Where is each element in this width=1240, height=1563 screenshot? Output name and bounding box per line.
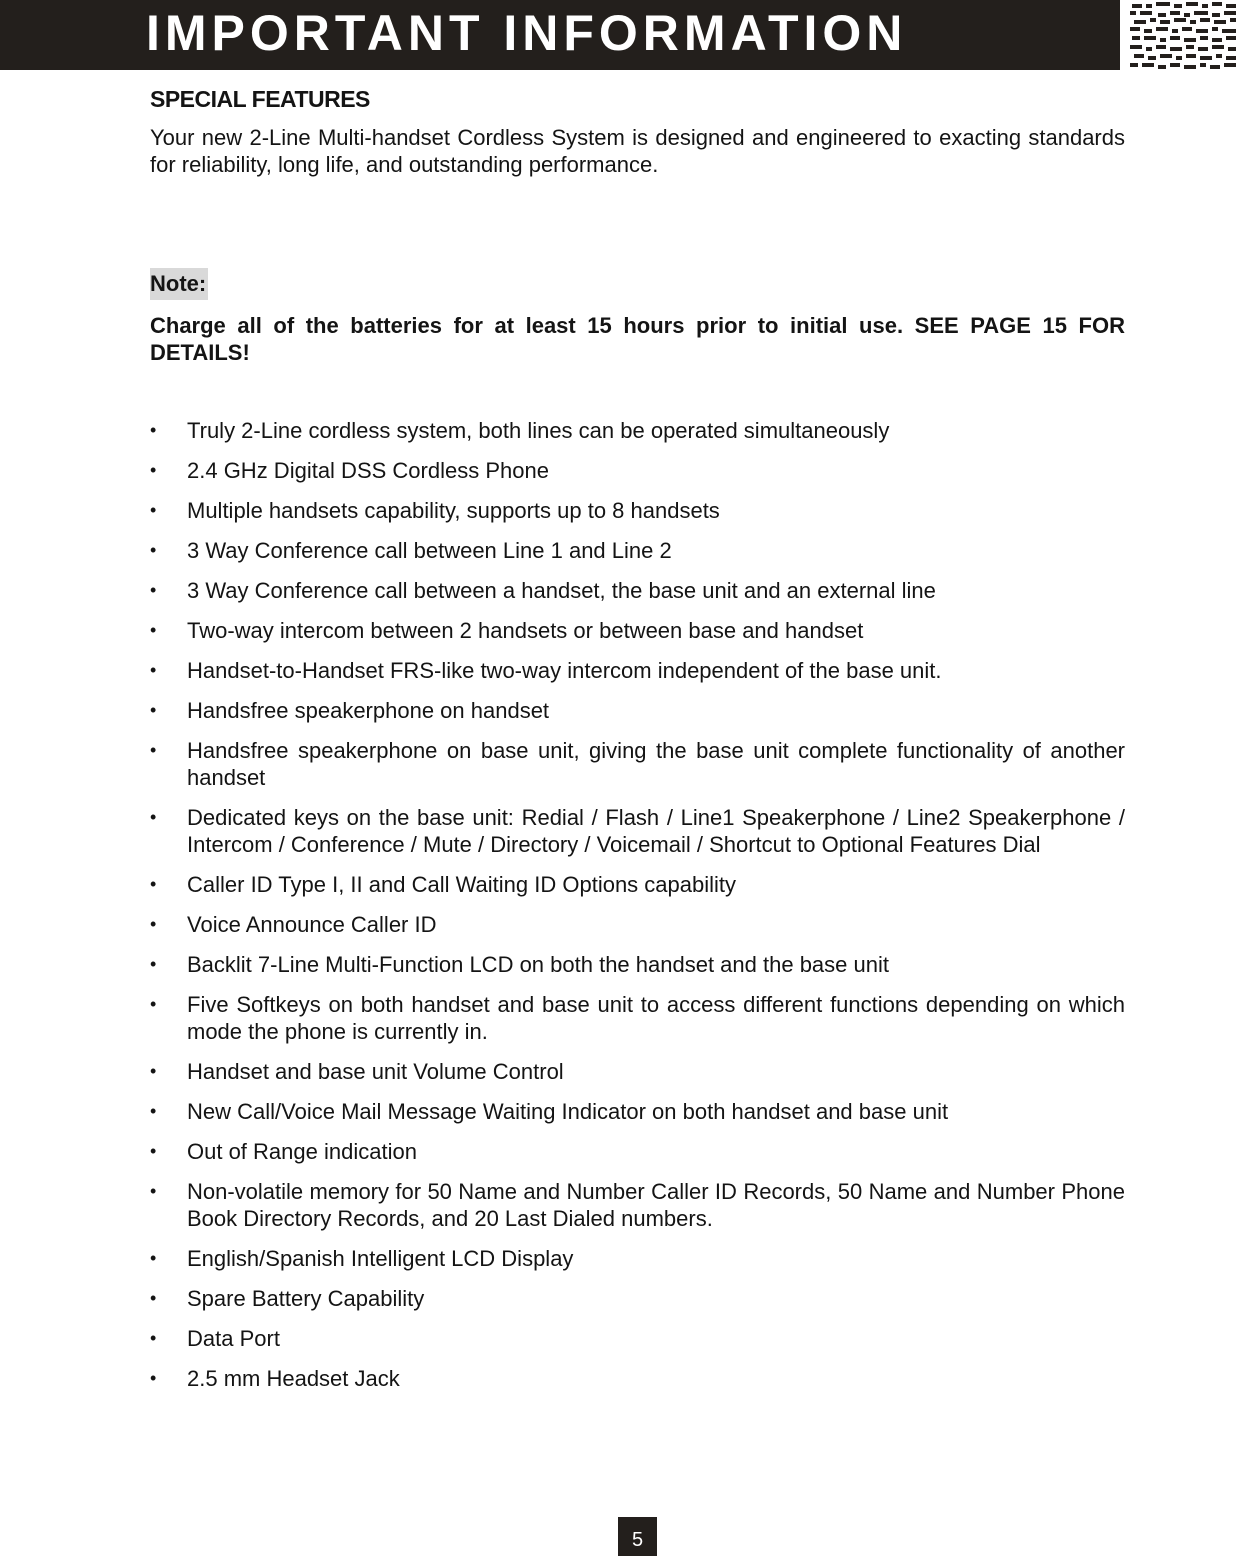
- decorative-pattern-icon: [1128, 0, 1240, 72]
- list-item: [150, 1058, 1125, 1085]
- intro-paragraph: Your new 2-Line Multi-handset Cordless System is designed and engineered to exacting standards for reliability, long life, and outstanding performance.: [150, 125, 1125, 177]
- page-title: IMPORTANT INFORMATION: [146, 5, 908, 61]
- feature-text: Voice Announce Caller ID: [187, 912, 437, 937]
- list-item: [150, 737, 1125, 791]
- bullet-icon: •: [150, 420, 157, 440]
- bullet-icon: •: [150, 1368, 157, 1388]
- bullet-icon: •: [150, 807, 157, 827]
- list-item: [150, 804, 1125, 858]
- bullet-icon: •: [150, 460, 157, 480]
- bullet-icon: •: [150, 660, 157, 680]
- bullet-icon: •: [150, 540, 157, 560]
- feature-text: Spare Battery Capability: [187, 1286, 425, 1311]
- header-bar: [0, 0, 1120, 70]
- list-item: [150, 1138, 1125, 1165]
- list-item: [150, 951, 1125, 978]
- list-item: [150, 577, 1125, 604]
- section-heading: SPECIAL FEATURES: [150, 86, 370, 112]
- feature-text: Handsfree speakerphone on handset: [187, 698, 550, 723]
- feature-text: Dedicated keys on the base unit: Redial / Flash / Line1 Speakerphone / Line2 Speakerphone / Intercom / Conference / Mute / Directory / Voicemail / Shortcut to Optional Features Dial: [187, 805, 1125, 857]
- feature-text: New Call/Voice Mail Message Waiting Indicator on both handset and base unit: [187, 1099, 949, 1124]
- page-number: 5: [618, 1517, 657, 1556]
- bullet-icon: •: [150, 1248, 157, 1268]
- list-item: [150, 417, 1125, 444]
- feature-text: Handset and base unit Volume Control: [187, 1059, 564, 1084]
- bullet-icon: •: [150, 700, 157, 720]
- list-item: [150, 911, 1125, 938]
- bullet-icon: •: [150, 914, 157, 934]
- feature-text: 3 Way Conference call between Line 1 and Line 2: [187, 538, 672, 563]
- feature-text: 2.4 GHz Digital DSS Cordless Phone: [187, 458, 549, 483]
- feature-text: Handset-to-Handset FRS-like two-way intercom independent of the base unit.: [187, 658, 942, 683]
- list-item: [150, 497, 1125, 524]
- list-item: [150, 657, 1125, 684]
- feature-text: English/Spanish Intelligent LCD Display: [187, 1246, 574, 1271]
- feature-text: Five Softkeys on both handset and base unit to access different functions depending on which mode the phone is currently in.: [187, 992, 1125, 1044]
- bullet-icon: •: [150, 1288, 157, 1308]
- bullet-icon: •: [150, 1141, 157, 1161]
- bullet-icon: •: [150, 740, 157, 760]
- bullet-icon: •: [150, 1061, 157, 1081]
- bullet-icon: •: [150, 580, 157, 600]
- list-item: [150, 697, 1125, 724]
- list-item: [150, 871, 1125, 898]
- feature-text: 3 Way Conference call between a handset, the base unit and an external line: [187, 578, 936, 603]
- feature-text: Caller ID Type I, II and Call Waiting ID Options capability: [187, 872, 737, 897]
- list-item: [150, 1325, 1125, 1352]
- feature-text: Backlit 7-Line Multi-Function LCD on both the handset and the base unit: [187, 952, 889, 977]
- note-label: Note:: [150, 268, 208, 300]
- feature-text: 2.5 mm Headset Jack: [187, 1366, 400, 1391]
- bullet-icon: •: [150, 620, 157, 640]
- features-list: [150, 417, 1125, 1405]
- list-item: [150, 991, 1125, 1045]
- feature-text: Data Port: [187, 1326, 280, 1351]
- bullet-icon: •: [150, 994, 157, 1014]
- feature-text: Multiple handsets capability, supports up to 8 handsets: [187, 498, 720, 523]
- list-item: [150, 1245, 1125, 1272]
- feature-text: Two-way intercom between 2 handsets or between base and handset: [187, 618, 864, 643]
- note-text: Charge all of the batteries for at least 15 hours prior to initial use. SEE PAGE 15 FOR DETAILS!: [150, 313, 1125, 365]
- bullet-icon: •: [150, 500, 157, 520]
- list-item: [150, 1285, 1125, 1312]
- list-item: [150, 1365, 1125, 1392]
- bullet-icon: •: [150, 954, 157, 974]
- list-item: [150, 537, 1125, 564]
- feature-text: Handsfree speakerphone on base unit, giving the base unit complete functionality of another handset: [187, 738, 1125, 790]
- feature-text: Truly 2-Line cordless system, both lines can be operated simultaneously: [187, 418, 890, 443]
- list-item: [150, 1098, 1125, 1125]
- bullet-icon: •: [150, 1101, 157, 1121]
- bullet-icon: •: [150, 1328, 157, 1348]
- bullet-icon: •: [150, 874, 157, 894]
- feature-text: Out of Range indication: [187, 1139, 417, 1164]
- feature-text: Non-volatile memory for 50 Name and Number Caller ID Records, 50 Name and Number Phone Book Directory Records, and 20 Last Dialed numbers.: [187, 1179, 1125, 1231]
- list-item: [150, 1178, 1125, 1232]
- list-item: [150, 617, 1125, 644]
- bullet-icon: •: [150, 1181, 157, 1201]
- list-item: [150, 457, 1125, 484]
